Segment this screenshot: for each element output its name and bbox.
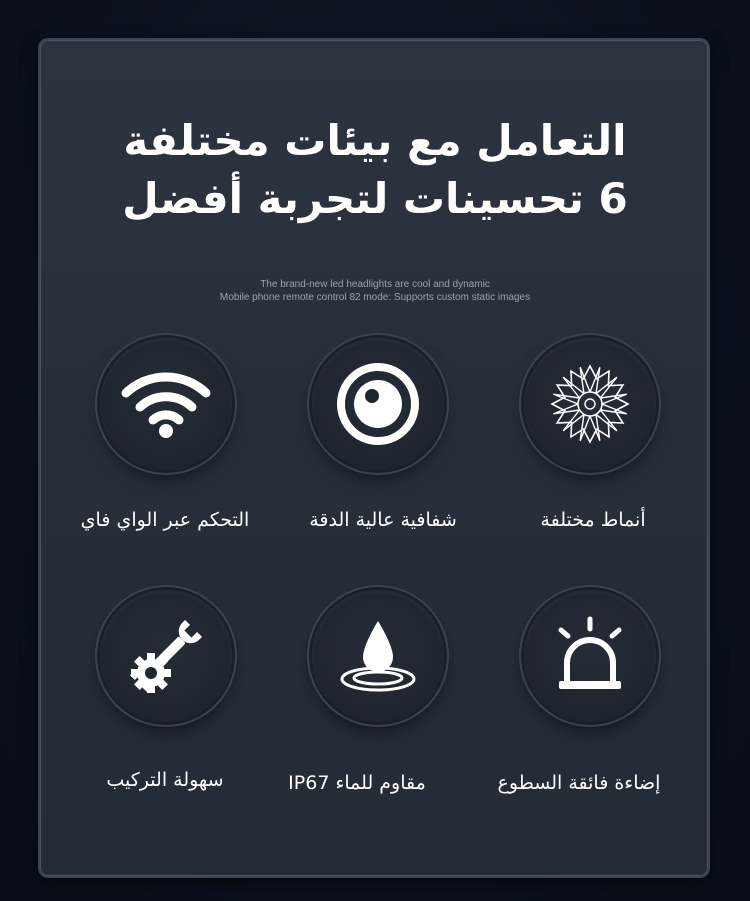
warning-light-icon [545, 611, 635, 701]
waterproof-feature-label: مقاوم للماء IP67 [288, 772, 426, 794]
brightness-feature-circle [524, 590, 656, 722]
waterproof-feature-circle [312, 590, 444, 722]
pattern-icon [547, 361, 633, 447]
lens-feature-circle [312, 338, 444, 470]
brightness-feature-label: إضاءة فائقة السطوع [497, 772, 661, 794]
pattern-feature-label: أنماط مختلفة [540, 509, 646, 531]
installation-feature-label: سهولة التركيب [106, 769, 224, 791]
water-drop-icon [333, 611, 423, 701]
subtitle-line-1: The brand-new led headlights are cool and dynamic [260, 279, 490, 290]
headline-line-1: التعامل مع بيئات مختلفة [123, 116, 627, 165]
pattern-feature-circle [524, 338, 656, 470]
wifi-icon [118, 369, 214, 439]
wrench-gear-icon [121, 611, 211, 701]
wifi-feature-circle [100, 338, 232, 470]
subtitle-line-2: Mobile phone remote control 82 mode: Supports custom static images [219, 292, 531, 303]
lens-feature-label: شفافية عالية الدقة [309, 509, 457, 531]
lens-icon [336, 362, 420, 446]
wifi-feature-label: التحكم عبر الواي فاي [80, 509, 250, 531]
installation-feature-circle [100, 590, 232, 722]
headline-line-2: 6 تحسينات لتجربة أفضل [122, 174, 628, 223]
